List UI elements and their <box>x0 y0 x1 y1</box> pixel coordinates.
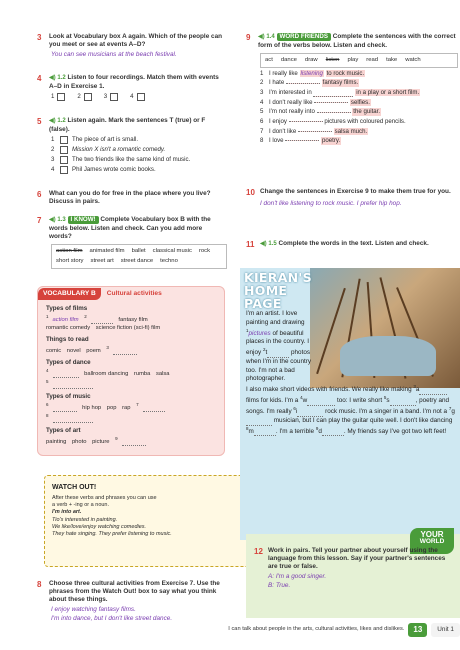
exercise-10 <box>246 188 458 208</box>
gap[interactable] <box>246 425 272 426</box>
instruction-text: Listen again. Mark the sentences T (true) or F (false). <box>49 117 206 133</box>
gap-item: 3 I'm interested in in a play or a short film. <box>260 89 420 97</box>
vocabulary-box-b <box>37 286 225 456</box>
exercise-5 <box>37 117 227 174</box>
blank[interactable] <box>113 354 137 355</box>
match-box-3[interactable] <box>110 93 118 101</box>
word: ballet <box>131 247 146 254</box>
match-box-2[interactable] <box>84 93 92 101</box>
group-heading: Types of art <box>46 427 81 435</box>
verb-box: act dance draw listen play read take watch <box>260 53 458 68</box>
exercise-instruction: What can you do for free in the place where you live? Discuss in pairs. <box>49 190 211 205</box>
gap[interactable] <box>317 112 351 113</box>
audio-icon[interactable]: ◀) <box>49 217 56 223</box>
gap[interactable] <box>285 140 319 141</box>
gap-item: 7 I don't like salsa much. <box>260 127 368 135</box>
example-line-a: A: I'm a good singer. <box>268 573 327 580</box>
gap-item: 8 I love poetry. <box>260 137 341 145</box>
example-answer: I don't like listening to rock music. I prefer hip hop. <box>260 200 402 207</box>
tf-box[interactable] <box>60 146 68 154</box>
word: techno <box>160 257 178 264</box>
audio-icon[interactable]: ◀) <box>260 241 267 247</box>
tf-box[interactable] <box>60 136 68 144</box>
page-number: 13 <box>408 623 427 637</box>
gap[interactable] <box>298 131 332 132</box>
exercise-number: 9 <box>246 33 251 42</box>
audio-icon[interactable]: ◀) <box>49 118 56 124</box>
page-footer <box>140 622 460 638</box>
exercise-instruction: Work in pairs. Tell your partner about yourself using the language from this lesson. Say if your partner's sentences are true or false. <box>268 547 446 570</box>
exercise-number: 10 <box>246 188 255 197</box>
match-num-1: 1 <box>51 92 55 100</box>
tf-box[interactable] <box>60 166 68 174</box>
kieran-title: KIERAN'S HOME PAGE <box>244 270 312 311</box>
i-know-badge: I KNOW! <box>68 216 99 224</box>
match-num-2: 2 <box>77 92 81 100</box>
gap-item: 4 I don't really like selfies. <box>260 98 370 106</box>
gap-item: 2 I hate fantasy films. <box>260 79 359 87</box>
exercise-number: 4 <box>37 74 42 83</box>
tf-box[interactable] <box>60 156 68 164</box>
audio-track: 1.2 <box>57 118 66 124</box>
example-answer: I enjoy watching fantasy films. <box>51 606 136 613</box>
exercise-instruction <box>49 117 225 134</box>
group-heading: Types of dance <box>46 359 91 367</box>
word-friends-badge: WORD FRIENDS <box>277 33 331 41</box>
gap[interactable] <box>254 435 276 436</box>
group-heading: Things to read <box>46 336 89 344</box>
exercise-number: 5 <box>37 117 42 126</box>
word: animated film <box>89 247 125 254</box>
blank[interactable] <box>91 323 113 324</box>
blank[interactable] <box>53 411 77 412</box>
blank[interactable] <box>53 377 79 378</box>
gap-item: 5 I'm not really into the guitar. <box>260 108 381 116</box>
vocab-tag: VOCABULARY B <box>38 288 101 300</box>
gap[interactable] <box>322 435 344 436</box>
tf-item: 3 The two friends like the same kind of music. <box>51 155 191 163</box>
exercise-instruction <box>260 240 458 249</box>
instruction-text: Complete the sentences with the correct form of the verbs below. Listen and check. <box>258 33 456 49</box>
vocab-header <box>38 287 224 301</box>
watch-out-title: WATCH OUT! <box>52 484 97 491</box>
example-answer: You can see musicians at the beach festival. <box>51 51 177 58</box>
blank[interactable] <box>53 388 93 389</box>
audio-icon[interactable]: ◀) <box>258 34 265 40</box>
exercise-3 <box>37 33 227 59</box>
word: action film <box>56 247 83 254</box>
exercise-number: 7 <box>37 216 42 225</box>
example-answer: I'm into dance, but I don't like street dance. <box>51 615 173 622</box>
word: short story <box>56 257 84 264</box>
tf-item: 2 Mission X isn't a romantic comedy. <box>51 145 166 153</box>
vocab-group-music: Types of music $^6$ hip hop pop rap $^7$ $^8$ <box>46 393 224 423</box>
example-line-b: B: True. <box>268 582 291 589</box>
answer-boxes <box>51 93 227 101</box>
group-heading: Types of films <box>46 305 88 312</box>
exercise-11 <box>246 240 458 250</box>
word: street art <box>90 257 114 264</box>
word-box <box>51 244 227 270</box>
gap-item: 6 I enjoy pictures with coloured pencils. <box>260 117 406 125</box>
audio-track: 1.2 <box>57 75 66 81</box>
instruction-text: Complete the words in the text. Listen and check. <box>278 240 429 247</box>
exercise-8 <box>37 580 237 623</box>
tf-item: 1 The piece of art is small. <box>51 135 139 143</box>
exercise-9 <box>246 33 458 145</box>
match-num-3: 3 <box>103 92 108 100</box>
watch-out-box: WATCH OUT! After these verbs and phrases you can use a verb + -ing or a noun. I'm into art. Tio's interested in painting. We like/love/enjoy watching comedies. They hate singing. They prefer listening to music. <box>44 475 252 567</box>
gap-item: 1 I really like listening to rock music. <box>260 69 365 77</box>
vocab-group-read: Things to read comic novel poem $^3$ <box>46 336 224 355</box>
exercise-4 <box>37 74 227 101</box>
example-fill: listening <box>300 69 323 77</box>
exercise-instruction <box>49 74 225 91</box>
word: rock <box>198 247 211 254</box>
audio-track: 1.5 <box>268 241 277 247</box>
exercise-number: 6 <box>37 190 42 199</box>
gap[interactable] <box>313 96 353 97</box>
gap[interactable] <box>390 405 416 406</box>
kieran-text: I'm an artist. I love painting and drawing $^1$pictures of beautiful places in the country. I enjoy $^2$t photos when I'm in the country too. I'm not a bad photographer. I also make short videos with friends. We really like making $^3$a films for kids. I'm a $^4$w too: I write short $^5$s , poetry and songs. I'm really $^6$i rock music. I'm a singer in a band. I'm not a $^7$g musician, but I can play the guitar quite well. I don't like dancing $^8$m . I'm a terrible $^9$d . My friends say I've got two left feet! <box>246 310 455 435</box>
match-box-1[interactable] <box>57 93 65 101</box>
footer-objective: I can talk about people in the arts, cultural activities, likes and dislikes. <box>228 626 405 633</box>
vocab-group-art: Types of art painting photo picture $^9$ <box>46 427 224 446</box>
kieran-home-page <box>240 268 460 540</box>
exercise-instruction: Look at Vocabulary box A again. Which of the people can you meet or see at events A–D? <box>49 33 223 48</box>
vocab-group-films: Types of films $^1$action film $^2$ fantasy film romantic comedy science fiction (sci-fi) film <box>46 305 224 332</box>
match-box-4[interactable] <box>137 93 145 101</box>
gap[interactable] <box>289 121 323 122</box>
exercise-number: 11 <box>246 240 255 249</box>
vocab-title: Cultural activities <box>106 289 162 297</box>
blank[interactable] <box>53 422 93 423</box>
audio-icon[interactable]: ◀) <box>49 75 56 81</box>
exercise-instruction <box>49 216 225 241</box>
gap[interactable] <box>307 405 335 406</box>
group-heading: Types of music <box>46 393 91 401</box>
unit-label: Unit 1 <box>431 623 460 637</box>
blank[interactable] <box>122 445 146 446</box>
exercise-number: 3 <box>37 33 42 42</box>
exercise-number: 12 <box>254 547 263 556</box>
exercise-number: 8 <box>37 580 42 589</box>
gap[interactable] <box>419 394 447 395</box>
word: classical music <box>152 247 192 254</box>
audio-track: 1.4 <box>266 34 275 40</box>
your-world-badge: YOUR WORLD <box>410 528 454 554</box>
vocab-group-dance: Types of dance $^4$ ballroom dancing rumba salsa $^5$ <box>46 359 224 389</box>
exercise-instruction <box>258 33 456 50</box>
exercise-7 <box>37 216 227 269</box>
your-world-box <box>246 530 460 618</box>
word: street dance <box>120 257 154 264</box>
gap[interactable] <box>286 83 320 84</box>
instruction-text: Listen to four recordings. Match them with events A–D in Exercise 1. <box>49 74 219 90</box>
blank[interactable] <box>143 411 165 412</box>
exercise-12 <box>254 547 454 590</box>
audio-track: 1.3 <box>57 217 66 223</box>
exercise-instruction: Choose three cultural activities from Exercise 7. Use the phrases from the Watch Out! box to say what you think about these things. <box>49 580 220 603</box>
exercise-instruction: Change the sentences in Exercise 9 to make them true for you. <box>260 188 451 195</box>
exercise-6 <box>37 190 227 206</box>
gap[interactable] <box>314 102 348 103</box>
tf-item: 4 Phil James wrote comic books. <box>51 165 156 173</box>
instruction-text: Complete Vocabulary box B with the words below. Listen and check. Can you add more words? <box>49 216 211 240</box>
match-num-4: 4 <box>130 92 134 100</box>
